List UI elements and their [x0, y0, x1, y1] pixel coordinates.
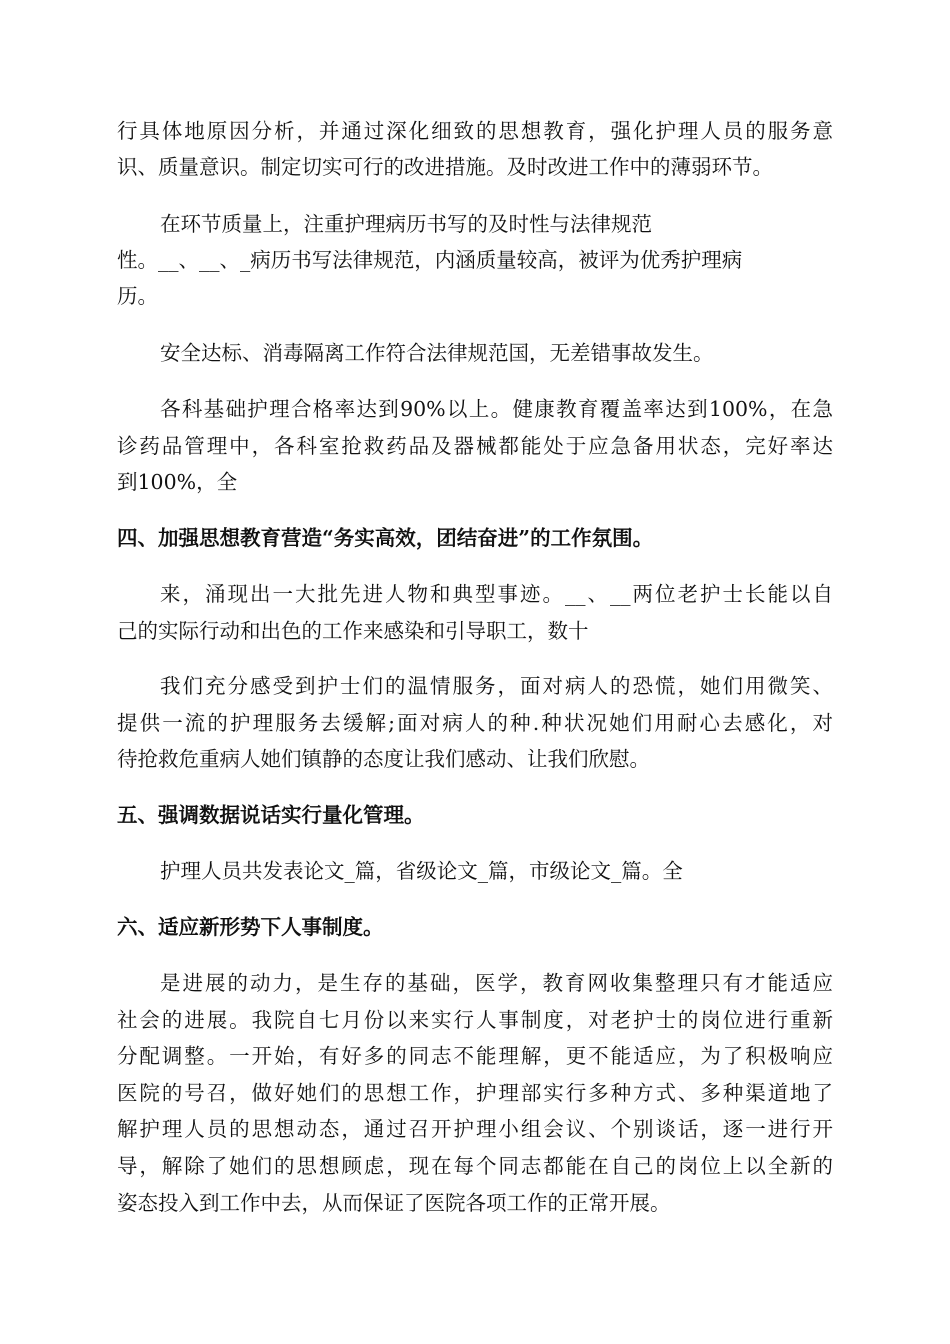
paragraph-4-line-3: 到100%，全	[117, 470, 238, 494]
paragraph-6-line-2: 提供一流的护理服务去缓解;面对病人的种.种状况她们用耐心去感化，对	[117, 711, 833, 735]
paragraph-1-line-2: 识、质量意识。制定切实可行的改进措施。及时改进工作中的薄弱环节。	[117, 155, 773, 179]
paragraph-8-line-5: 解护理人员的思想动态，通过召开护理小组会议、个别谈话，逐一进行开	[117, 1117, 833, 1141]
paragraph-3-line-1: 安全达标、消毒隔离工作符合法律规范国，无差错事故发生。	[160, 341, 714, 365]
paragraph-6-line-1: 我们充分感受到护士们的温情服务，面对病人的恐慌，她们用微笑、	[160, 674, 833, 698]
section-heading-6: 六、适应新形势下人事制度。	[117, 915, 384, 939]
paragraph-6-line-3: 待抢救危重病人她们镇静的态度让我们感动、让我们欣慰。	[117, 747, 650, 771]
paragraph-8-line-7: 姿态投入到工作中去，从而保证了医院各项工作的正常开展。	[117, 1191, 671, 1215]
paragraph-4-line-2: 诊药品管理中，各科室抢救药品及器械都能处于应急备用状态，完好率达	[117, 434, 833, 458]
paragraph-8-line-1: 是进展的动力，是生存的基础，医学，教育网收集整理只有才能适应	[160, 971, 833, 995]
paragraph-2-line-1: 在环节质量上，注重护理病历书写的及时性与法律规范	[160, 212, 652, 236]
paragraph-8-line-6: 导，解除了她们的思想顾虑，现在每个同志都能在自己的岗位上以全新的	[117, 1154, 833, 1178]
paragraph-8-line-3: 分配调整。一开始，有好多的同志不能理解，更不能适应，为了积极响应	[117, 1044, 833, 1068]
paragraph-1-line-1: 行具体地原因分析，并通过深化细致的思想教育，强化护理人员的服务意	[117, 119, 833, 143]
paragraph-8-line-2: 社会的进展。我院自七月份以来实行人事制度，对老护士的岗位进行重新	[117, 1008, 833, 1032]
paragraph-5-line-1: 来，涌现出一大批先进人物和典型事迹。__、__两位老护士长能以自	[160, 582, 833, 606]
paragraph-2-line-2: 性。__、__、_病历书写法律规范，内涵质量较高，被评为优秀护理病	[117, 248, 743, 272]
paragraph-2-line-3: 历。	[117, 284, 158, 308]
section-heading-5: 五、强调数据说话实行量化管理。	[117, 803, 425, 827]
paragraph-8-line-4: 医院的号召，做好她们的思想工作，护理部实行多种方式、多种渠道地了	[117, 1081, 833, 1105]
paragraph-7-line-1: 护理人员共发表论文_篇，省级论文_篇，市级论文_篇。全	[160, 859, 683, 883]
section-heading-4: 四、加强思想教育营造“务实高效，团结奋进”的工作氛围。	[117, 526, 654, 550]
paragraph-5-line-2: 己的实际行动和出色的工作来感染和引导职工，数十	[117, 619, 589, 643]
paragraph-4-line-1: 各科基础护理合格率达到90%以上。健康教育覆盖率达到100%，在急	[160, 397, 833, 421]
